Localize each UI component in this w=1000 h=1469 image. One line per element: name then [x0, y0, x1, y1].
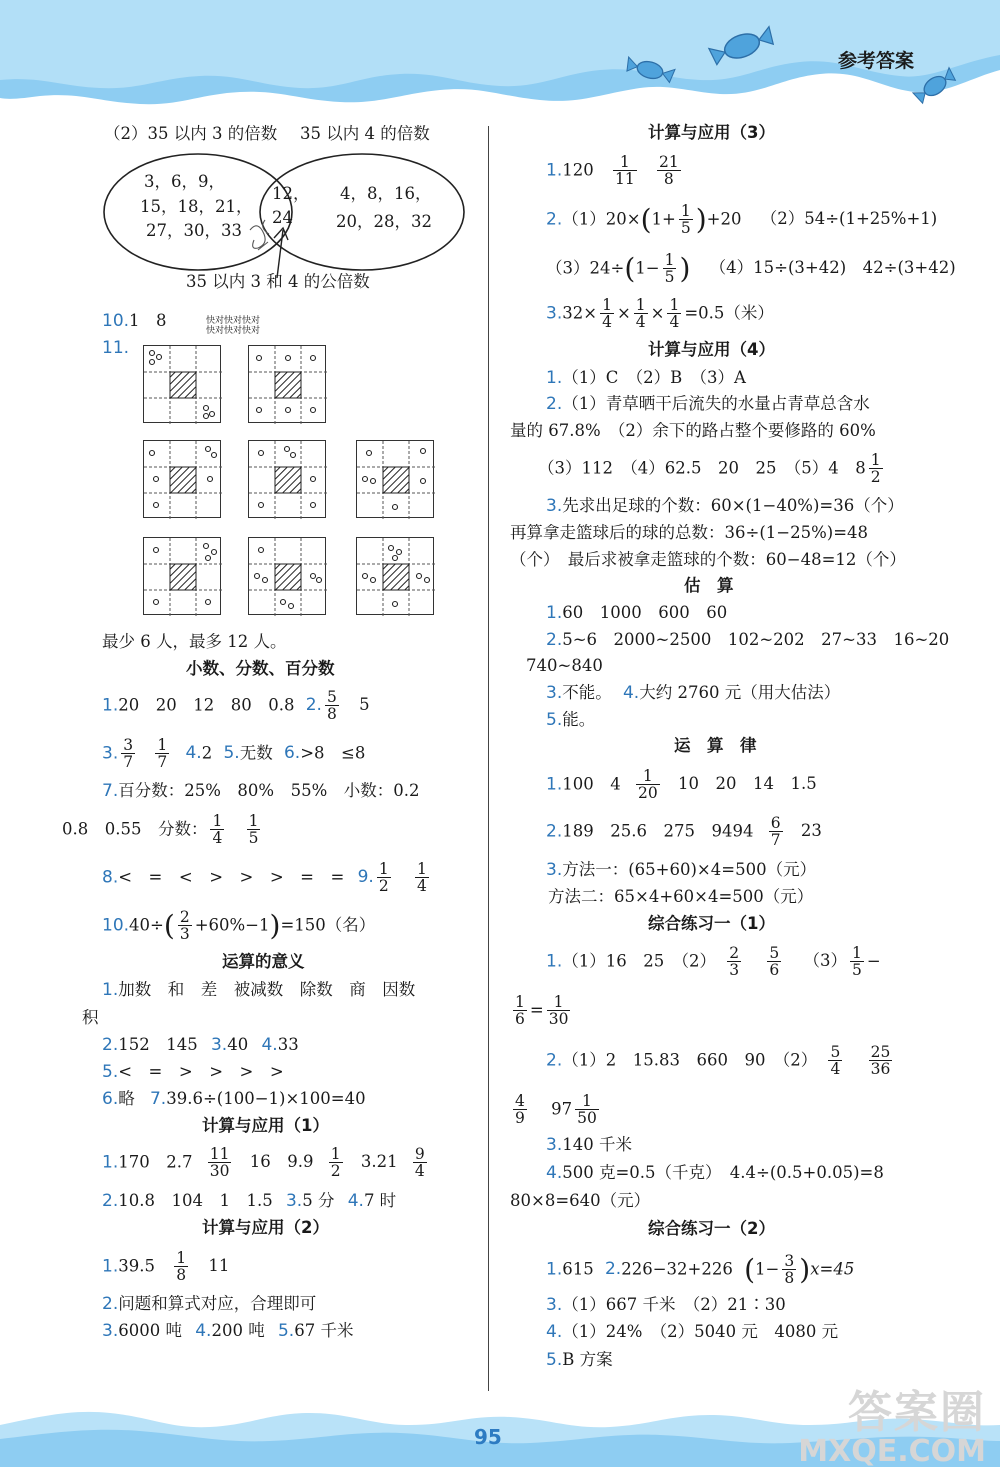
r4-part-a: 32× — [562, 303, 598, 323]
d7-line2: 0.8 0.55 分数： — [62, 819, 208, 839]
d6-answer: >8 ≤8 — [300, 743, 366, 763]
e5-number: 5. — [277, 1321, 295, 1341]
d9-fraction-2: $\frac{1}{4}$ — [416, 860, 427, 896]
r1-number: 1. — [546, 160, 563, 181]
s3-line3: （个） 最后求被拿走篮球的个数：60−48=12（个） — [510, 550, 906, 569]
m4-number: 4. — [261, 1035, 278, 1055]
l1-part-a: 100 4 — [562, 774, 621, 794]
s2-number: 2. — [546, 394, 563, 414]
section-calc-apply-4: 计算与应用（4） — [648, 340, 775, 359]
d3-fraction-1: $\frac{3}{7}$ — [123, 736, 134, 772]
r2-part-a: （1）20× — [562, 209, 641, 229]
p5-number: 5. — [546, 1350, 563, 1370]
section-calc-apply-1: 计算与应用（1） — [202, 1116, 329, 1135]
k4-number: 4. — [546, 1163, 563, 1183]
k4-line2: 80×8=640（元） — [510, 1191, 651, 1210]
d7-number: 7. — [102, 781, 119, 801]
grid-figure-1 — [143, 345, 221, 423]
s3-line1: 先求出足球的个数：60×(1−40%)=36（个） — [562, 496, 904, 515]
m2-answer: 152 145 — [118, 1035, 198, 1054]
grid-figure-2 — [248, 345, 326, 423]
k1-part-d: = — [529, 1000, 544, 1020]
c4-number: 4. — [347, 1191, 364, 1211]
k2-fraction-4: $\frac{1}{50}$ — [577, 1092, 597, 1128]
g4-number: 4. — [622, 683, 640, 703]
c2-answer: 10.8 104 1 1.5 — [118, 1191, 273, 1210]
p2-part-b: x=45 — [810, 1259, 855, 1279]
r2-number: 2. — [546, 209, 563, 230]
r3-inner: 1− — [635, 258, 660, 278]
r4-fraction-2: $\frac{1}{4}$ — [635, 296, 646, 332]
q10-note — [206, 316, 260, 337]
p4-answer: （1）24% （2）5040 元 4080 元 — [562, 1322, 839, 1341]
d10-part-c: =150（名） — [280, 915, 376, 935]
k1-fraction-2: $\frac{5}{6}$ — [769, 944, 780, 980]
g5-number: 5. — [546, 710, 563, 730]
d3-number: 3. — [102, 743, 119, 764]
r1-fraction-1: $\frac{1}{11}$ — [614, 153, 635, 189]
m1-line2: 积 — [82, 1008, 99, 1027]
g2-number: 2. — [546, 630, 563, 650]
venn-caption: 35 以内 3 和 4 的公倍数 — [186, 272, 370, 291]
d10-number: 10. — [102, 915, 130, 936]
m6-number: 6. — [102, 1089, 119, 1109]
s2-fraction: $\frac{1}{2}$ — [870, 451, 881, 487]
d2-fraction: $\frac{5}{8}$ — [326, 688, 337, 724]
watermark-line2: MXQE.COM — [798, 1434, 986, 1469]
l3-number: 3. — [546, 860, 563, 880]
e1-number: 1. — [102, 1256, 119, 1277]
k1-part-a: （1）16 25 （2） — [562, 951, 716, 971]
r1-part-a: 120 — [562, 160, 594, 180]
l3-line2: 方法二：65×4+60×4=500（元） — [548, 887, 814, 906]
e3-answer: 6000 吨 — [118, 1321, 182, 1340]
watermark-line1: 答案圈 — [848, 1387, 986, 1438]
grid-figure-7 — [248, 537, 326, 615]
d2-tail: 5 — [359, 695, 370, 715]
section-calc-apply-2: 计算与应用（2） — [202, 1218, 329, 1237]
p2-part-a: 226−32+226 — [621, 1259, 733, 1279]
e5-answer: 67 千米 — [294, 1321, 354, 1340]
p3-number: 3. — [546, 1295, 563, 1315]
venn-mid-row-1: 12， — [272, 184, 310, 203]
q10-answer: 1 8 — [129, 311, 167, 330]
page-number: 95 — [474, 1425, 502, 1449]
c1-fraction-3: $\frac{9}{4}$ — [414, 1145, 425, 1181]
d10-fraction: $\frac{2}{3}$ — [179, 908, 190, 944]
l2-part-a: 189 25.6 275 9494 — [562, 821, 754, 841]
d8-answer: < = < > > > = = — [118, 867, 345, 887]
d9-fraction-1: $\frac{1}{2}$ — [378, 860, 389, 896]
e2-answer: 问题和算式对应，合理即可 — [118, 1294, 317, 1313]
d2-number: 2. — [305, 695, 322, 716]
p4-number: 4. — [546, 1322, 563, 1342]
venn-right-row-1: 4，8，16， — [340, 184, 432, 203]
l1-fraction: $\frac{1}{20}$ — [637, 767, 658, 803]
venn-left-label: （2）35 以内 3 的倍数 — [104, 124, 278, 143]
c1-part-c: 3.21 — [360, 1152, 398, 1172]
p5-answer: B 方案 — [562, 1350, 613, 1369]
k2-part-a: （1）2 15.83 660 90 （2） — [562, 1050, 818, 1070]
section-decimal-fraction-percent: 小数、分数、百分数 — [186, 659, 335, 678]
venn-mid-row-2: 24 — [272, 208, 293, 227]
grid-figure-3 — [143, 440, 221, 518]
s3-number: 3. — [546, 496, 563, 516]
k4-line1: 500 克=0.5（千克） 4.4÷(0.5+0.05)=8 — [562, 1163, 884, 1182]
d8-number: 8. — [102, 867, 119, 888]
k1-fraction-4: $\frac{1}{6}$ — [515, 993, 525, 1029]
g3-number: 3. — [546, 683, 563, 703]
m7-answer: 39.6÷(100−1)×100=40 — [166, 1089, 366, 1108]
m3-number: 3. — [210, 1035, 228, 1055]
l2-fraction: $\frac{6}{7}$ — [770, 814, 781, 850]
section-operation-laws: 运 算 律 — [674, 736, 757, 755]
m5-number: 5. — [102, 1062, 119, 1082]
s2-line2: 量的 67.8% （2）余下的路占整个要修路的 60% — [510, 421, 876, 440]
m4-answer: 33 — [277, 1035, 299, 1054]
d9-number: 9. — [357, 867, 374, 888]
s1-number: 1. — [546, 368, 563, 388]
d3-fraction-2: $\frac{1}{7}$ — [157, 736, 168, 772]
e1-fraction: $\frac{1}{8}$ — [176, 1249, 187, 1285]
m2-number: 2. — [102, 1035, 119, 1055]
c1-part-b: 16 9.9 — [249, 1152, 314, 1172]
m5-answer: < = > > > > — [118, 1062, 284, 1081]
l3-line1: 方法一：(65+60)×4=500（元） — [562, 860, 817, 879]
e1-part-b: 11 — [208, 1256, 230, 1276]
k2-fraction-2: $\frac{25}{36}$ — [870, 1043, 891, 1079]
g2-line1: 5~6 2000~2500 102~202 27~33 16~20 — [562, 630, 950, 649]
c1-fraction-2: $\frac{1}{2}$ — [330, 1145, 341, 1181]
k1-fraction-5: $\frac{1}{30}$ — [548, 993, 569, 1029]
e1-part-a: 39.5 — [118, 1256, 155, 1276]
c1-part-a: 170 2.7 — [118, 1152, 193, 1172]
section-calc-apply-3: 计算与应用（3） — [648, 123, 775, 142]
l1-part-b: 10 20 14 1.5 — [677, 774, 817, 794]
r3-part-a: （3）24÷ — [546, 258, 625, 278]
m1-number: 1. — [102, 980, 119, 1000]
c2-number: 2. — [102, 1191, 119, 1211]
s2-line3: （3）112 （4）62.5 20 25 （5）4 8 — [538, 458, 866, 478]
m6-answer: 略 — [118, 1089, 135, 1108]
p2-number: 2. — [604, 1259, 622, 1280]
p2-fraction: $\frac{3}{8}$ — [784, 1252, 795, 1288]
p1-answer: 615 — [562, 1259, 594, 1279]
c3-number: 3. — [285, 1191, 303, 1211]
m3-answer: 40 — [227, 1035, 249, 1054]
k2-mixed-number: 97 $\frac{1}{50}$ — [551, 1092, 597, 1128]
l1-number: 1. — [546, 774, 563, 795]
q11-result: 最少 6 人，最多 12 人。 — [102, 632, 287, 651]
k2-fraction-1: $\frac{5}{4}$ — [830, 1043, 841, 1079]
c1-number: 1. — [102, 1152, 119, 1173]
g1-number: 1. — [546, 603, 563, 623]
r4-fraction-1: $\frac{1}{4}$ — [602, 296, 612, 332]
grid-figure-6 — [143, 537, 221, 615]
e3-number: 3. — [102, 1321, 119, 1341]
d1-answer: 20 20 12 80 0.8 — [118, 695, 295, 715]
watermark — [798, 1376, 986, 1469]
p2-inner: 1− — [755, 1259, 780, 1279]
venn-right-row-2: 20，28，32 — [336, 212, 432, 231]
q10-number: 10. — [102, 311, 130, 331]
g5-answer: 能。 — [562, 710, 596, 729]
venn-left-row-1: 3，6，9， — [144, 172, 225, 191]
k2-fraction-3: $\frac{4}{9}$ — [515, 1092, 525, 1128]
header-title: 参考答案 — [837, 50, 914, 72]
c1-fraction-1: $\frac{11}{30}$ — [209, 1145, 230, 1181]
k1-fraction-1: $\frac{2}{3}$ — [729, 944, 740, 980]
d4-answer: 2 — [201, 743, 213, 763]
section-comprehensive-1-2: 综合练习一（2） — [648, 1219, 775, 1238]
l2-number: 2. — [546, 821, 563, 842]
d6-number: 6. — [283, 743, 301, 764]
venn-left-row-2: 15，18，21， — [140, 197, 253, 216]
s2-line1: （1）青草晒干后流失的水量占青草总含水 — [562, 394, 870, 413]
s1-answer: （1）C （2）B （3）A — [562, 368, 746, 387]
c3-answer: 5 分 — [302, 1191, 335, 1210]
d7-line1: 百分数：25% 80% 55% 小数：0.2 — [118, 781, 420, 800]
d4-number: 4. — [185, 743, 202, 764]
l2-part-b: 23 — [800, 821, 822, 841]
g3-answer: 不能。 — [562, 683, 612, 702]
d7-fraction-2: $\frac{1}{5}$ — [248, 812, 259, 848]
e4-answer: 200 吨 — [211, 1321, 265, 1340]
e2-number: 2. — [102, 1294, 119, 1314]
d5-answer: 无数 — [239, 743, 273, 763]
d10-part-b: +60%−1 — [194, 915, 270, 935]
g4-answer: 大约 2760 元（用大估法） — [639, 683, 841, 702]
grid-figure-5 — [356, 440, 434, 518]
d1-number: 1. — [102, 695, 119, 716]
p3-answer: （1）667 千米 （2）21∶30 — [562, 1295, 786, 1314]
d7-fraction-1: $\frac{1}{4}$ — [212, 812, 223, 848]
r3-fraction: $\frac{1}{5}$ — [664, 251, 675, 287]
grid-figure-8 — [356, 537, 434, 615]
d5-number: 5. — [223, 743, 240, 764]
venn-right-label: 35 以内 4 的倍数 — [300, 124, 430, 143]
k3-number: 3. — [546, 1135, 563, 1155]
r3-part-b: （4）15÷(3+42) 42÷(3+42) — [709, 258, 956, 278]
g2-line2: 740~840 — [526, 656, 603, 675]
r2-part-b: +20 — [706, 209, 742, 229]
r2-fraction: $\frac{1}{5}$ — [680, 202, 691, 238]
section-operation-meaning: 运算的意义 — [222, 952, 305, 971]
g1-answer: 60 1000 600 60 — [562, 603, 728, 622]
c4-answer: 7 时 — [363, 1191, 397, 1210]
section-estimation: 估 算 — [684, 576, 734, 595]
k1-number: 1. — [546, 951, 563, 972]
s3-line2: 再算拿走篮球后的球的总数：36÷(1−25%)=48 — [510, 523, 869, 542]
e4-number: 4. — [195, 1321, 212, 1341]
grid-figure-4 — [248, 440, 326, 518]
venn-left-row-3: 27，30，33 — [146, 221, 242, 240]
k1-part-c: − — [866, 951, 881, 971]
r4-number: 3. — [546, 303, 563, 324]
m7-number: 7. — [149, 1089, 167, 1109]
r1-fraction-2: $\frac{21}{8}$ — [658, 153, 679, 189]
q11-number: 11. — [102, 338, 130, 358]
r4-fraction-3: $\frac{1}{4}$ — [669, 296, 680, 332]
r4-part-b: =0.5（米） — [684, 303, 774, 323]
k3-answer: 140 千米 — [562, 1135, 632, 1154]
d10-part-a: 40÷ — [129, 915, 164, 935]
k2-number: 2. — [546, 1050, 563, 1071]
r2-inner: 1+ — [651, 209, 676, 229]
m1-line1: 加数 和 差 被减数 除数 商 因数 — [118, 980, 416, 999]
q10-note-line1: 快对快对快对 — [206, 316, 261, 326]
section-comprehensive-1-1: 综合练习一（1） — [648, 914, 775, 933]
column-divider — [488, 126, 489, 1391]
r2-part-c: （2）54÷(1+25%+1) — [760, 209, 938, 229]
q10-note-line2: 快对快对快对 — [206, 326, 261, 337]
k1-part-b: （3） — [803, 951, 847, 971]
p1-number: 1. — [546, 1259, 563, 1280]
k1-fraction-3: $\frac{1}{5}$ — [851, 944, 862, 980]
